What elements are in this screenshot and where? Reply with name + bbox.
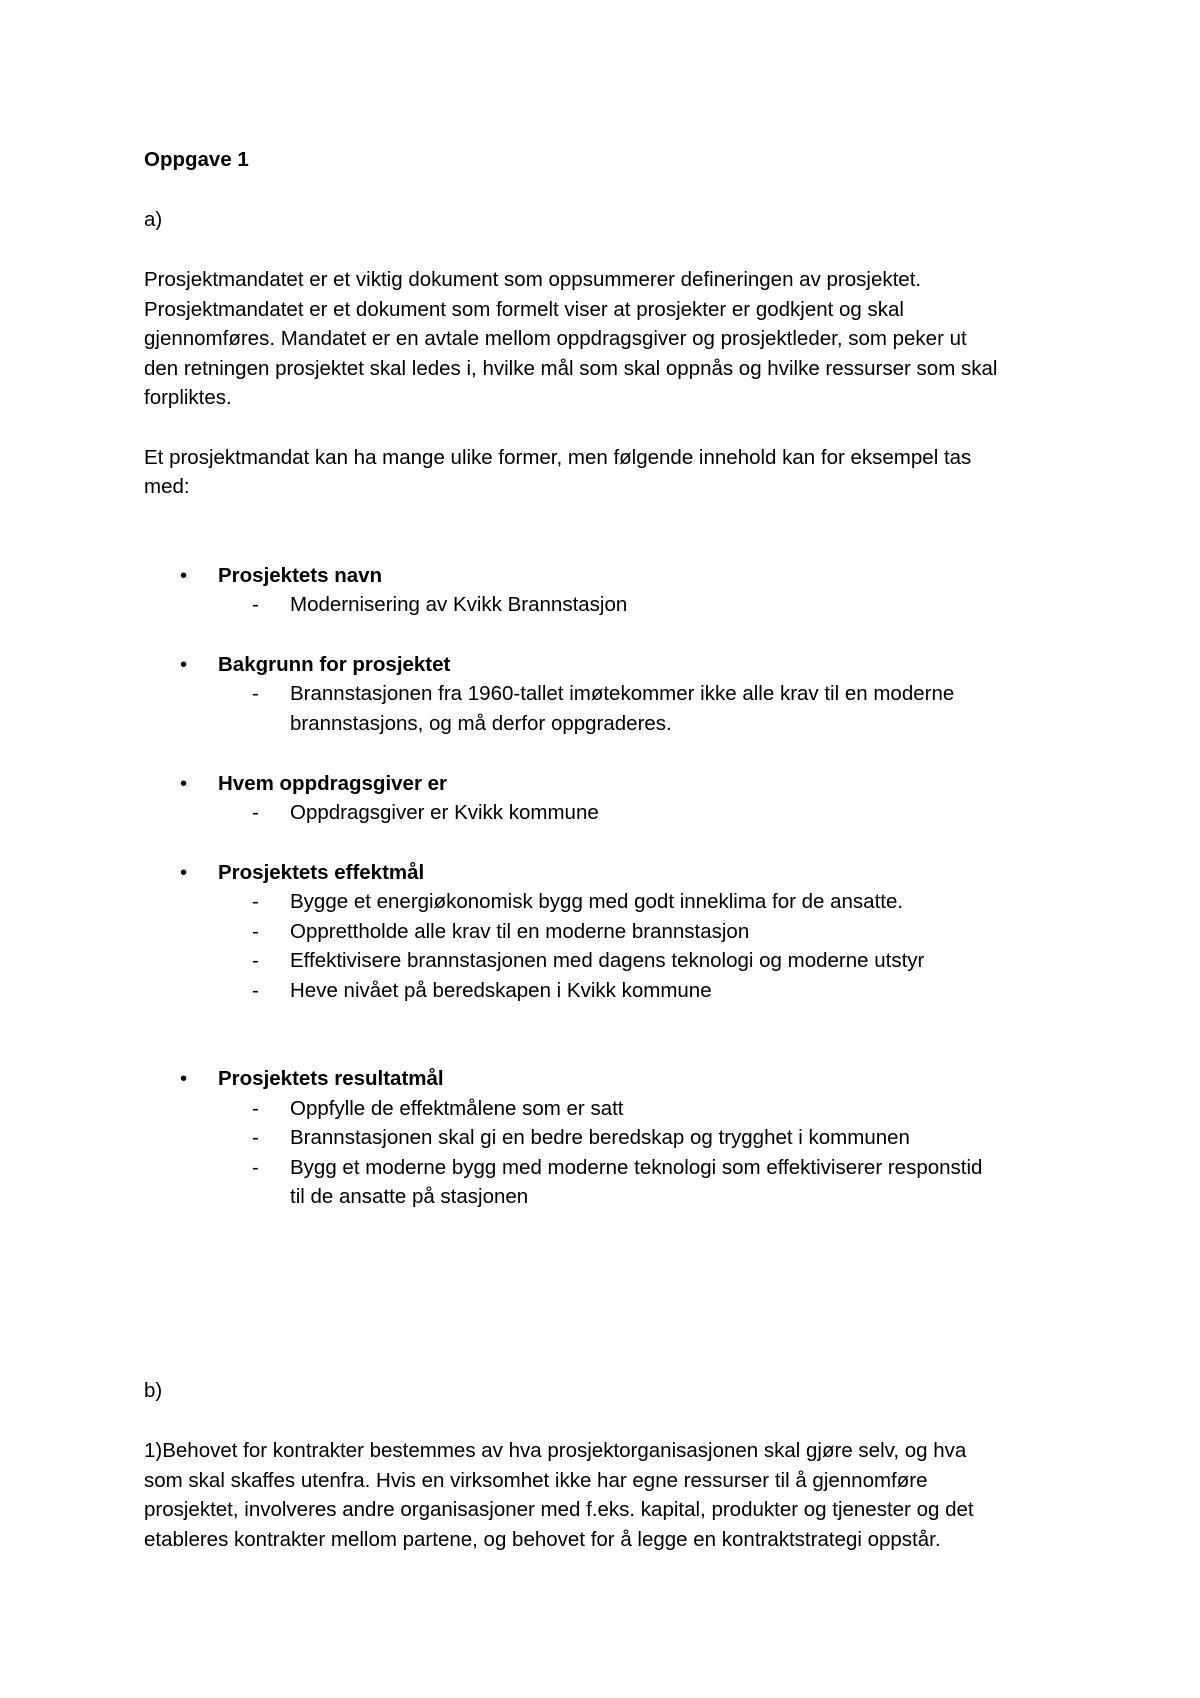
paragraph-line: Et prosjektmandat kan ha mange ulike former, men følgende innehold kan for eksempel tas xyxy=(144,446,972,469)
dash-icon: - xyxy=(252,593,259,616)
paragraph-line: Prosjektmandatet er et dokument som formelt viser at prosjekter er godkjent og skal xyxy=(144,298,904,321)
dash-text: til de ansatte på stasjonen xyxy=(290,1185,529,1208)
part-b-label: b) xyxy=(144,1379,163,1402)
dash-icon: - xyxy=(252,801,259,824)
dash-icon: - xyxy=(252,890,259,913)
paragraph-line: med: xyxy=(144,475,190,498)
bullet-icon: • xyxy=(180,861,188,884)
bullet-label: Prosjektets resultatmål xyxy=(218,1067,444,1090)
dash-icon: - xyxy=(252,979,259,1002)
bullet-icon: • xyxy=(180,772,188,795)
dash-icon: - xyxy=(252,682,259,705)
bullet-label: Prosjektets effektmål xyxy=(218,861,425,884)
dash-text: Oppdragsgiver er Kvikk kommune xyxy=(290,801,599,824)
bullet-label: Prosjektets navn xyxy=(218,564,383,587)
bullet-icon: • xyxy=(180,564,188,587)
dash-text: Brannstasjonen fra 1960-tallet imøtekommer ikke alle krav til en moderne xyxy=(290,682,955,705)
paragraph-line: Prosjektmandatet er et viktig dokument som oppsummerer defineringen av prosjektet. xyxy=(144,268,922,291)
bullet-label: Hvem oppdragsgiver er xyxy=(218,772,447,795)
dash-icon: - xyxy=(252,920,259,943)
dash-text: Oppfylle de effektmålene som er satt xyxy=(290,1097,624,1120)
bullet-icon: • xyxy=(180,1067,188,1090)
dash-icon: - xyxy=(252,1126,259,1149)
dash-text: Heve nivået på beredskapen i Kvikk kommune xyxy=(290,979,712,1002)
paragraph-line: etableres kontrakter mellom partene, og behovet for å legge en kontraktstrategi oppstår. xyxy=(144,1528,941,1551)
dash-text: Bygg et moderne bygg med moderne teknologi som effektiviserer responstid xyxy=(290,1156,983,1179)
dash-text: Brannstasjonen skal gi en bedre beredskap og trygghet i kommunen xyxy=(290,1126,910,1149)
dash-text: brannstasjons, og må derfor oppgraderes. xyxy=(290,712,672,735)
paragraph-line: forpliktes. xyxy=(144,386,232,409)
paragraph-line: som skal skaffes utenfra. Hvis en virksomhet ikke har egne ressurser til å gjennomføre xyxy=(144,1469,928,1492)
dash-text: Opprettholde alle krav til en moderne brannstasjon xyxy=(290,920,750,943)
dash-icon: - xyxy=(252,949,259,972)
paragraph-line: 1)Behovet for kontrakter bestemmes av hva prosjektorganisasjonen skal gjøre selv, og hva xyxy=(144,1439,967,1462)
bullet-label: Bakgrunn for prosjektet xyxy=(218,653,451,676)
dash-icon: - xyxy=(252,1097,259,1120)
page-heading: Oppgave 1 xyxy=(144,148,249,171)
bullet-icon: • xyxy=(180,653,188,676)
dash-text: Effektivisere brannstasjonen med dagens teknologi og moderne utstyr xyxy=(290,949,925,972)
part-a-label: a) xyxy=(144,208,163,231)
dash-text: Modernisering av Kvikk Brannstasjon xyxy=(290,593,628,616)
paragraph-line: prosjektet, involveres andre organisasjoner med f.eks. kapital, produkter og tjenester og det xyxy=(144,1498,974,1521)
dash-icon: - xyxy=(252,1156,259,1179)
paragraph-line: gjennomføres. Mandatet er en avtale mellom oppdragsgiver og prosjektleder, som peker ut xyxy=(144,327,967,350)
paragraph-line: den retningen prosjektet skal ledes i, hvilke mål som skal oppnås og hvilke ressurser som skal xyxy=(144,357,998,380)
dash-text: Bygge et energiøkonomisk bygg med godt inneklima for de ansatte. xyxy=(290,890,904,913)
